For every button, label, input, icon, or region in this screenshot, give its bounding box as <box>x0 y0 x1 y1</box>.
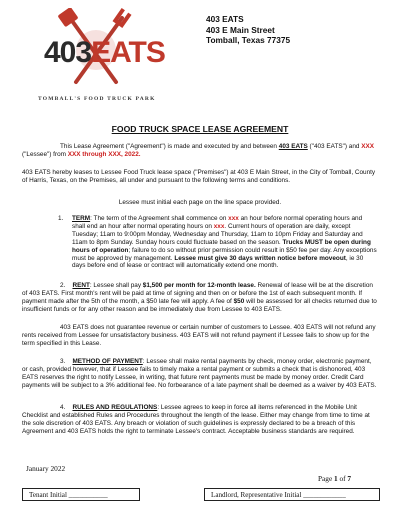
section-heading: METHOD OF PAYMENT <box>72 358 143 365</box>
logo-tagline: TOMBALL'S FOOD TRUCK PARK <box>38 96 156 102</box>
page-number <box>318 474 351 483</box>
guarantee-paragraph: 403 EATS does not guarantee revenue or certain number of customers to Lessee. 403 EATS will not refund any rents received from Lessee for unsatisfactory business. 403 EATS will not refund payment if Lessee fails to show up for the term specified in this Lease. <box>22 324 376 347</box>
document-date: January 2022 <box>26 464 66 473</box>
intro-text-2: ("403 EATS") and <box>307 143 362 150</box>
page-of: of <box>337 474 348 483</box>
section-text: : Lessee shall make rental payments by check, money order, electronic payment, or cash, provided however, that if Lessee fails to timely make a rental payment or submits a check that is dishonored, 403 EATS reserves the right to notify Lessee, in writing, that future rent payments must be made by money order. Credit Card payments will be subject to a 3% additional fee. No forbearance of a late payment shall be deemed as a waiver by 403 EATS. <box>22 358 377 389</box>
section-text: an hour before normal operating hours and shall end an hour after normal operating hours on <box>72 215 363 230</box>
section-text: . Current hours of operation are daily, except Tuesday; 11am to 9:00pm Monday, Wednesday and Thursday, 11am to 10pm Friday and Saturday and 11am to 8pm Sunday. Sunday hours could fluctuate based on the season. <box>72 222 363 246</box>
logo-number: 403 <box>44 36 92 69</box>
section-text: , ie 30 days before end of lease or contract will automatically extend one month. <box>72 254 364 270</box>
section-text: : The term of the Agreement shall commence on <box>90 215 229 222</box>
page-total: 7 <box>347 474 352 483</box>
lessee-name: XXX <box>361 143 375 150</box>
address-line-2: 403 E Main Street <box>206 24 275 35</box>
end-placeholder: xxx <box>213 222 225 230</box>
returned-check-fee: $50 <box>233 297 245 305</box>
section-heading: RULES AND REGULATIONS <box>72 404 158 411</box>
open-hours-requirement: Trucks MUST be open during hours of operation <box>72 238 371 254</box>
section-heading: TERM <box>72 215 91 222</box>
premises-paragraph: 403 EATS hereby leases to Lessee Food Truck lease space ("Premises") at 403 E Main Street, in the City of Tomball, County of Harris, Texas, on the Premises, all under and pursuant to the following terms and conditions. <box>22 169 376 184</box>
section-text: : Lessee agrees to keep in force all items referenced in the Mobile Unit Checklist and established Rules and Procedures throughout the length of the lease. Either may change from time to time at the sole discretion of 403 EATS. Any breach or violation of such guidelines is expressly declared to be a breach of this Agreement and 403 EATS holds the right to terminate Lessee's contract. Acceptable business standards are required. <box>22 404 370 435</box>
section-number: 3. <box>60 358 66 365</box>
section-heading: RENT <box>72 282 90 289</box>
section-rent <box>22 282 378 314</box>
page-prefix: Page <box>318 474 335 483</box>
section-number: 2. <box>60 282 66 289</box>
section-text: : Lessee shall pay <box>89 282 143 289</box>
rent-amount: $1,500 per month for 12-month lease. <box>142 282 256 289</box>
logo-eats: EATS <box>91 36 165 69</box>
section-text: ; failure to do so without prior permission could result in $50 fee per day. Any exceptions must be approved by management. <box>72 246 377 262</box>
lessor-name: 403 EATS <box>278 143 308 150</box>
intro-text-3: ("Lessee") from <box>22 150 68 158</box>
section-number: 4. <box>60 404 66 411</box>
section-text: Renewal of lease will be at the discretion of 403 EATS. First month's rent will be paid at time of signing and then on or before the 1st of each subsequent month. If payment made after the 5th of the month, a $50 late fee will apply. A fee of <box>22 282 373 305</box>
tenant-initial-field[interactable]: Tenant Initial ___________ <box>22 488 140 501</box>
address-line-3: Tomball, Texas 77375 <box>206 35 291 45</box>
section-payment-method <box>22 358 378 390</box>
address-line-1: 403 EATS <box>206 14 244 24</box>
landlord-initial-field[interactable]: Landlord, Representative Initial ____________ <box>204 488 380 501</box>
section-text: will be assessed for all checks returned due to insufficient funds or for any other reason and be immediately due from Lessee to 403 EATS. <box>22 297 377 313</box>
intro-text-1: This Lease Agreement ("Agreement") is made and executed by and between <box>60 143 279 150</box>
document-title: FOOD TRUCK SPACE LEASE AGREEMENT <box>111 124 289 134</box>
term-dates: XXX through XXX, 2022. <box>67 150 141 158</box>
initial-note: Lessee must initial each page on the line space provided. <box>118 199 282 206</box>
logo-wordmark <box>44 38 165 68</box>
notice-requirement: Lessee must give 30 days written notice before moveout <box>174 254 346 262</box>
section-number: 1. <box>58 215 64 222</box>
address-block <box>206 14 290 46</box>
section-term <box>58 215 377 270</box>
section-rules <box>22 404 378 436</box>
intro-paragraph <box>22 143 378 159</box>
start-placeholder: xxx <box>228 215 239 222</box>
page-current: 1 <box>334 474 338 483</box>
